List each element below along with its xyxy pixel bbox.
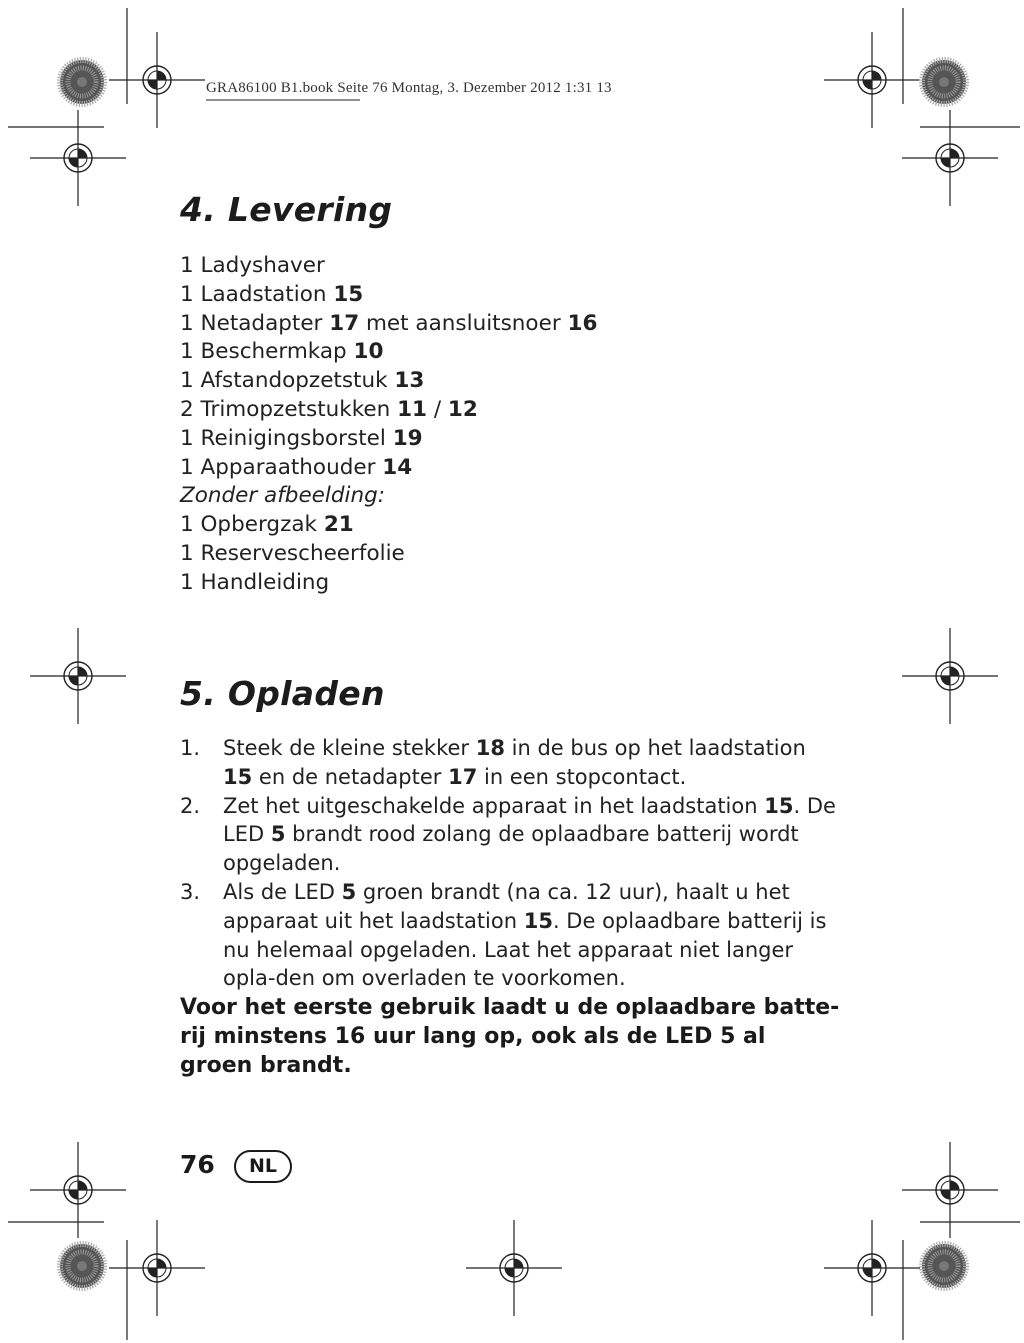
- list-item: 1 Ladyshaver: [180, 253, 325, 278]
- list-item: 2 Trimopzetstukken 11 / 12: [180, 396, 478, 422]
- list-item: 1 Handleiding: [180, 569, 330, 595]
- step-number: 3.: [180, 879, 201, 904]
- print-header: GRA86100 B1.book Seite 76 Montag, 3. Dezember 2012 1:31 13: [206, 80, 612, 96]
- list-item: 1 Reinigingsborstel 19: [180, 425, 423, 451]
- list-item: 1 Netadapter 17 met aansluitsnoer 16: [180, 310, 598, 336]
- language-badge: NL: [234, 1150, 292, 1183]
- list-item: 1 Laadstation 15: [180, 281, 364, 307]
- section-title-opladen: 5. Opladen: [180, 674, 385, 713]
- list-item: 1 Reservescheerfolie: [180, 540, 405, 566]
- page-number: 76: [180, 1150, 215, 1179]
- list-item: 1. Steek de kleine stekker 18 in de bus op het laadstation 15 en de netadapter 17 in een stopcontact.: [180, 736, 806, 789]
- list-item: 1 Apparaathouder 14: [180, 454, 413, 480]
- list-subheading: Zonder afbeelding:: [180, 483, 386, 509]
- list-item: 2. Zet het uitgeschakelde apparaat in het laadstation 15. De LED 5 brandt rood zolang de oplaadbare batterij wordt opgeladen.: [180, 793, 836, 876]
- list-item: 1 Afstandopzetstuk 13: [180, 368, 425, 394]
- warning-note: Voor het eerste gebruik laadt u de oplaadbare batte-rij minstens 16 uur lang op, ook als de LED 5 al groen brandt.: [180, 995, 840, 1078]
- list-item: 3. Als de LED 5 groen brandt (na ca. 12 uur), haalt u het apparaat uit het laadstation 15. De oplaadbare batterij is nu helemaal opgeladen. Laat het apparaat niet langer opla-den om overladen te voorkomen.: [180, 879, 827, 991]
- step-number: 2.: [180, 793, 201, 818]
- list-item: 1 Opbergzak 21: [180, 512, 354, 538]
- list-item: 1 Beschermkap 10: [180, 339, 384, 365]
- delivery-list: [180, 252, 597, 598]
- step-number: 1.: [180, 736, 201, 760]
- charging-steps: [180, 734, 840, 993]
- section-title-levering: 4. Levering: [180, 190, 393, 229]
